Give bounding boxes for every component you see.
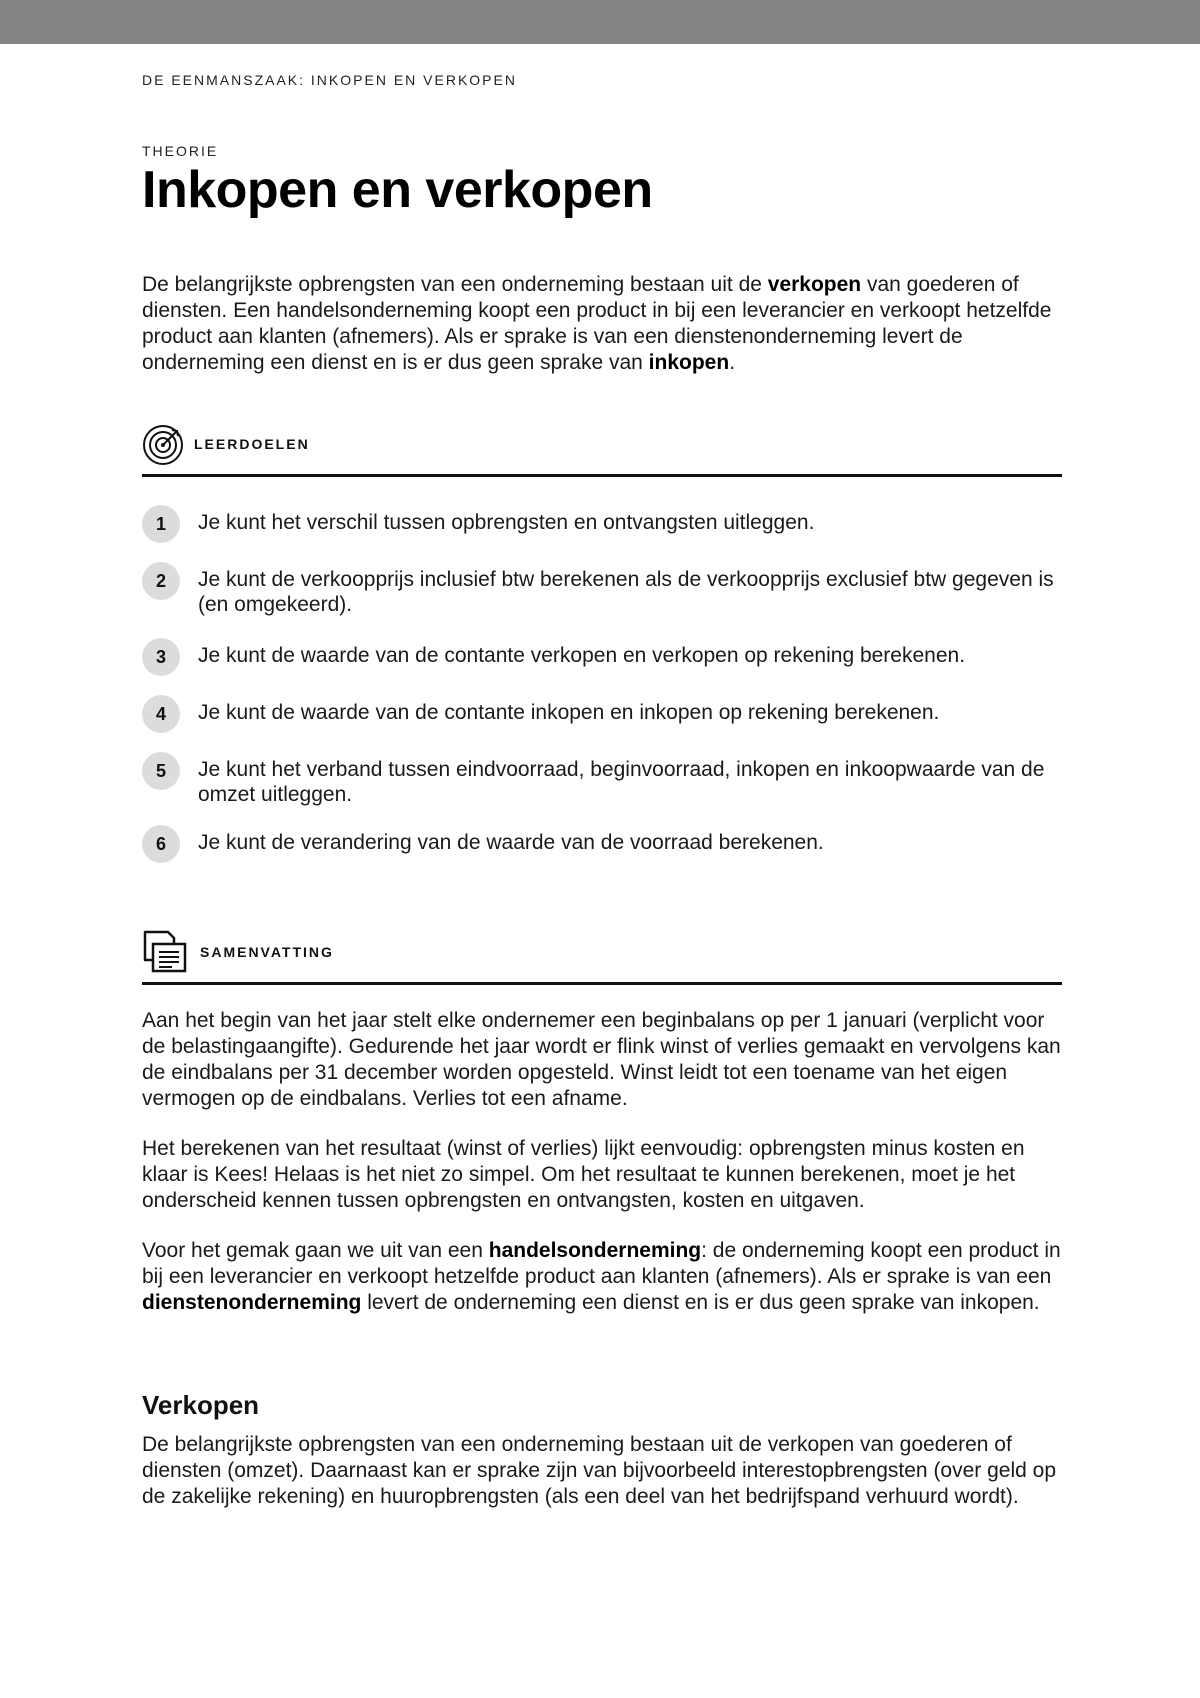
bold-term: inkopen bbox=[648, 351, 730, 374]
verkopen-heading: Verkopen bbox=[142, 1390, 260, 1420]
goal-text: Je kunt de waarde van de contante inkopen en inkopen op rekening berekenen. bbox=[198, 701, 940, 724]
section-kicker: THEORIE bbox=[142, 143, 219, 159]
summary-paragraph-2: Het berekenen van het resultaat (winst of verlies) lijkt eenvoudig: opbrengsten minus kosten en klaar is Kees! Helaas is het niet zo simpel. Om het resultaat te kunnen berekenen, moet je het onderscheid kennen tussen opbrengsten en ontvangsten, kosten en uitgaven. bbox=[142, 1137, 1025, 1212]
goal-number: 4 bbox=[142, 695, 180, 733]
documents-icon bbox=[142, 930, 188, 979]
summary-header bbox=[142, 928, 1062, 985]
learning-goals-label: LEERDOELEN bbox=[194, 436, 310, 452]
goal-text: Je kunt de verkoopprijs inclusief btw berekenen als de verkoopprijs exclusief btw gegeven is (en omgekeerd). bbox=[198, 568, 1054, 616]
summary-paragraph-1: Aan het begin van het jaar stelt elke ondernemer een beginbalans op per 1 januari (verplicht voor de belastingaangifte). Gedurende het jaar wordt er flink winst of verlies gemaakt en vervolgens kan de eindbalans per 31 december worden opgesteld. Winst leidt tot een toename van het eigen vermogen op de eindbalans. Verlies tot een afname. bbox=[142, 1009, 1061, 1110]
page-title: Inkopen en verkopen bbox=[142, 161, 653, 219]
goal-number: 3 bbox=[142, 638, 180, 676]
bold-term: dienstenonderneming bbox=[142, 1291, 362, 1314]
summary-label: SAMENVATTING bbox=[200, 944, 334, 960]
learning-goals-header bbox=[142, 422, 1062, 477]
goal-text: Je kunt de waarde van de contante verkopen en verkopen op rekening berekenen. bbox=[198, 644, 966, 667]
summary-paragraph-3: Voor het gemak gaan we uit van een handelsonderneming: de onderneming koopt een product in bij een leverancier en verkoopt hetzelfde product aan klanten (afnemers). Als er sprake is van een dienstenonderneming levert de onderneming een dienst en is er dus geen sprake van inkopen. bbox=[142, 1239, 1061, 1314]
running-header: DE EENMANSZAAK: INKOPEN EN VERKOPEN bbox=[142, 72, 517, 88]
goal-number: 6 bbox=[142, 825, 180, 863]
goal-text: Je kunt het verschil tussen opbrengsten en ontvangsten uitleggen. bbox=[198, 511, 815, 534]
bold-term: handelsonderneming bbox=[488, 1239, 702, 1262]
bold-term: verkopen bbox=[767, 273, 862, 296]
top-bar bbox=[0, 0, 1200, 44]
goal-text: Je kunt het verband tussen eindvoorraad, beginvoorraad, inkopen en inkoopwaarde van de omzet uitleggen. bbox=[198, 758, 1045, 806]
goal-text: Je kunt de verandering van de waarde van de voorraad berekenen. bbox=[198, 831, 824, 854]
intro-paragraph: De belangrijkste opbrengsten van een onderneming bestaan uit de verkopen van goederen of diensten. Een handelsonderneming koopt een product in bij een leverancier en verkoopt hetzelfde product aan klanten (afnemers). Als er sprake is van een dienstenonderneming levert de onderneming een dienst en is er dus geen sprake van inkopen. bbox=[142, 273, 1052, 374]
goal-number: 2 bbox=[142, 562, 180, 600]
target-icon bbox=[142, 424, 184, 471]
goal-number: 1 bbox=[142, 505, 180, 543]
verkopen-paragraph: De belangrijkste opbrengsten van een onderneming bestaan uit de verkopen van goederen of diensten (omzet). Daarnaast kan er sprake zijn van bijvoorbeeld interestopbrengsten (over geld op de zakelijke rekening) en huuropbrengsten (als een deel van het bedrijfspand verhuurd wordt). bbox=[142, 1433, 1057, 1508]
goal-number: 5 bbox=[142, 752, 180, 790]
